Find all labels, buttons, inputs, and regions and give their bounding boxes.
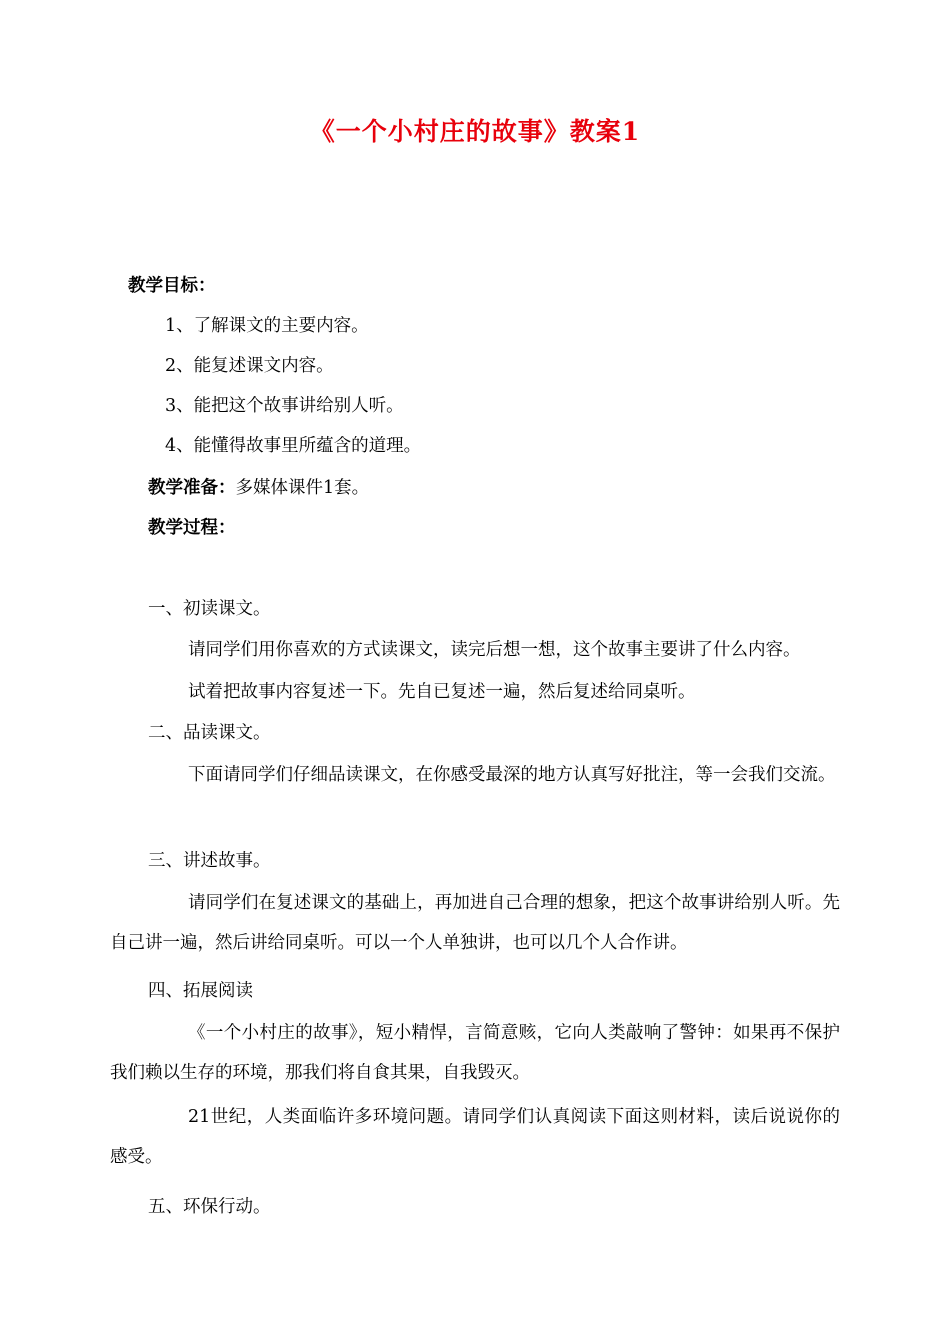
section-2-heading: 二、品读课文。 xyxy=(148,723,271,743)
prep-line xyxy=(148,476,369,500)
section-3-paragraph-1: 请同学们在复述课文的基础上，再加进自己合理的想象，把这个故事讲给别人听。先自己讲一遍，然后讲给同桌听。可以一个人单独讲，也可以几个人合作讲。 xyxy=(110,893,840,953)
goal-item-2: 2、能复述课文内容。 xyxy=(165,356,334,376)
section-4-heading: 四、拓展阅读 xyxy=(148,981,253,1001)
goal-item-4: 4、能懂得故事里所蕴含的道理。 xyxy=(165,436,422,456)
prep-text: 多媒体课件1套。 xyxy=(235,478,370,498)
goal-item-3: 3、能把这个故事讲给别人听。 xyxy=(165,396,404,416)
section-1-heading: 一、初读课文。 xyxy=(148,599,271,619)
section-4-paragraph-2: 21世纪，人类面临许多环境问题。请同学们认真阅读下面这则材料，读后说说你的感受。 xyxy=(110,1107,840,1167)
section-4-paragraph-1: 《一个小村庄的故事》，短小精悍，言简意赅，它向人类敲响了警钟：如果再不保护我们赖以生存的环境，那我们将自食其果，自我毁灭。 xyxy=(110,1023,840,1083)
prep-label: 教学准备： xyxy=(148,478,236,498)
section-2-paragraph-1: 下面请同学们仔细品读课文，在你感受最深的地方认真写好批注，等一会我们交流。 xyxy=(188,765,836,785)
section-5-heading: 五、环保行动。 xyxy=(148,1197,271,1217)
document-title: 《一个小村庄的故事》教案1 xyxy=(309,117,641,146)
section-3-heading: 三、讲述故事。 xyxy=(148,851,271,871)
goal-item-1: 1、了解课文的主要内容。 xyxy=(165,316,369,336)
section-1-paragraph-1: 请同学们用你喜欢的方式读课文，读完后想一想，这个故事主要讲了什么内容。 xyxy=(188,640,801,660)
goals-heading: 教学目标： xyxy=(128,276,216,296)
section-1-paragraph-2: 试着把故事内容复述一下。先自已复述一遍，然后复述给同桌听。 xyxy=(188,682,696,702)
process-heading: 教学过程： xyxy=(148,518,236,538)
